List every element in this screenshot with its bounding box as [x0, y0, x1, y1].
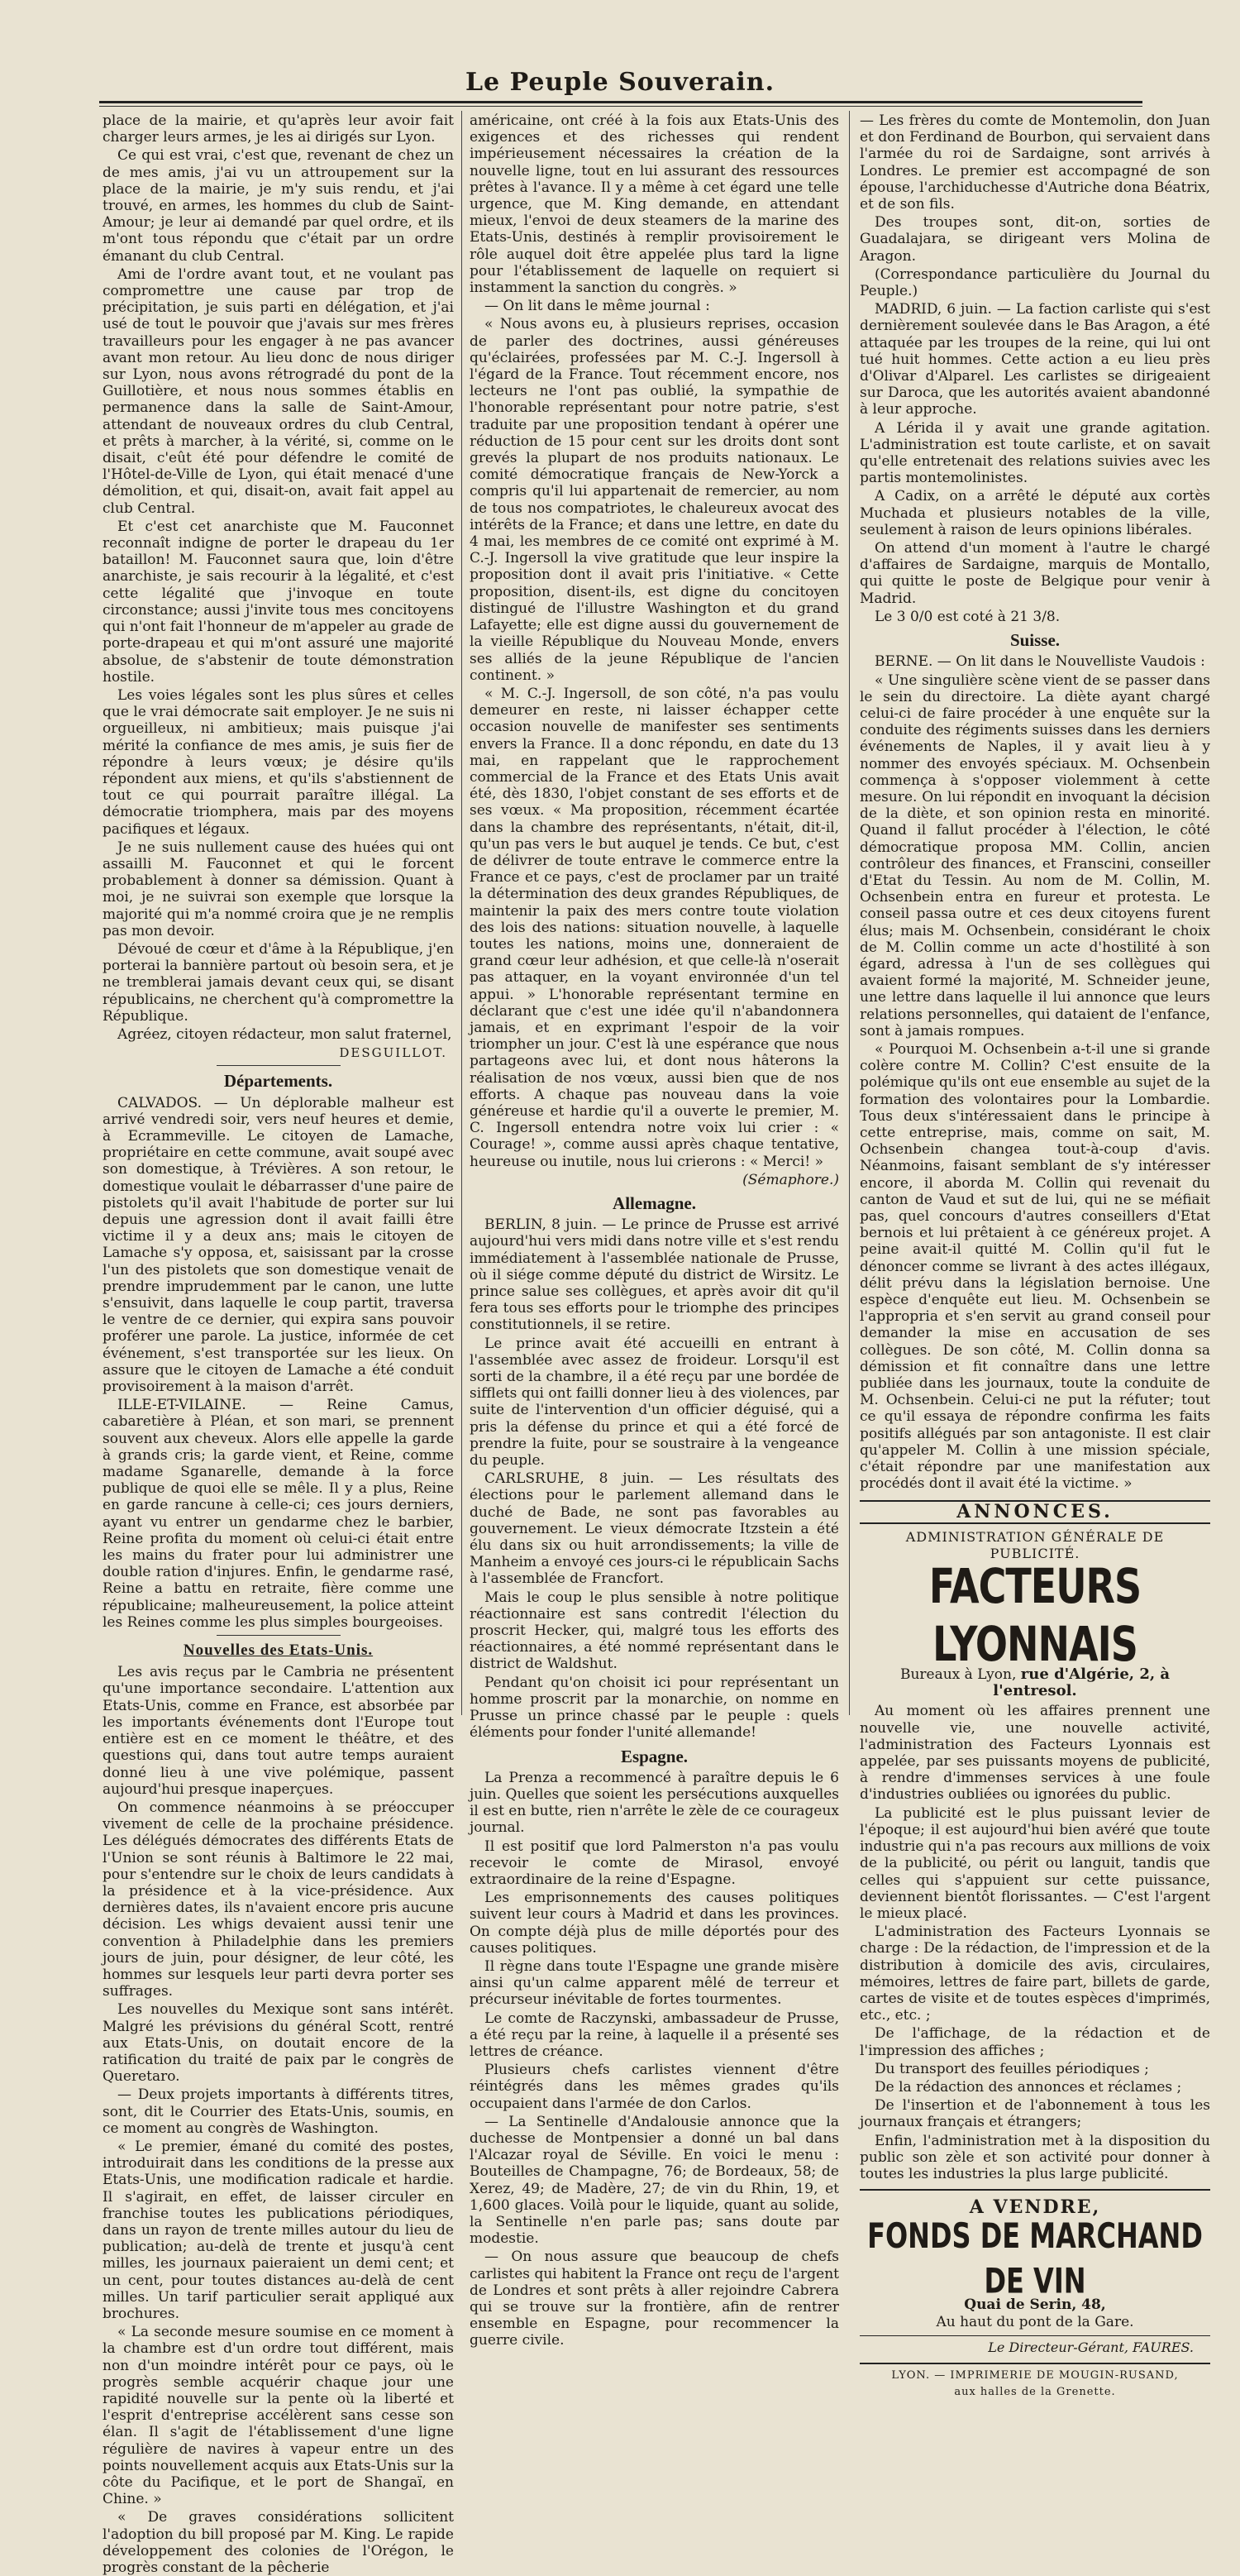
- ad-paragraph: Enfin, l'administration met à la disposition du public son zèle et son activité pour donner à toutes les industries la plus large publicité.: [860, 2132, 1210, 2182]
- printer-imprint-address: aux halles de la Grenette.: [954, 2386, 1116, 2399]
- ad-address-detail: Au haut du pont de la Gare.: [936, 2313, 1134, 2330]
- section-heading-allemagne: Allemagne.: [613, 1193, 696, 1213]
- article-paragraph: MADRID, 6 juin. — La faction carliste qui s'est dernièrement soulevée dans le Bas Aragon, a été attaquée par les troupes de la reine, qui lui ont tué huit hommes. Cette action a eu lieu près d'Olivar d'Alparel. Les carlistes se dirigeaient sur Daroca, que les autorités avaient abandonné à leur approche.: [860, 301, 1210, 418]
- section-divider: [217, 1065, 341, 1066]
- article-paragraph: Les avis reçus par le Cambria ne présentent qu'une importance secondaire. L'attention aux Etats-Unis, comme en France, est absorbée par les importants événements dont l'Europe tout entière est en ce moment le théâtre, et des questions qui, dans tout autre temps auraient donné lieu à une vive polémique, passent aujourd'hui presque inaperçues.: [103, 1664, 454, 1798]
- imprint-divider: [860, 2363, 1210, 2364]
- section-heading-suisse: Suisse.: [1009, 630, 1061, 651]
- article-paragraph: (Correspondance particulière du Journal du Peuple.): [860, 265, 1210, 300]
- section-heading-etats-unis: Nouvelles des Etats-Unis.: [183, 1642, 374, 1660]
- source-attribution: (Sémaphore.): [742, 1171, 839, 1188]
- ad-paragraph: Au moment où les affaires prennent une nouvelle vie, une nouvelle activité, l'administration des Facteurs Lyonnais est appelée, par ses puissants moyens de publicité, à rendre d'immenses services à une foule d'industries oubliées ou ignorées du public.: [860, 1703, 1210, 1804]
- header-rule-thin: [99, 106, 1142, 107]
- ad-sale-label: A VENDRE,: [969, 2196, 1101, 2219]
- printer-imprint: LYON. — IMPRIMERIE DE MOUGIN-RUSAND,: [891, 2368, 1179, 2382]
- column-divider-2: [849, 111, 850, 1715]
- sale-advertisement: [860, 2189, 1210, 2401]
- article-paragraph: — On nous assure que beaucoup de chefs carlistes qui habitent la France ont reçu de l'argent de Londres et sont prêts à aller rejoindre Cabrera qui se trouve sur la frontière, afin de rentrer ensemble en Espagne, pour recommencer la guerre civile.: [470, 2249, 839, 2349]
- article-paragraph: Plusieurs chefs carlistes viennent d'être réintégrés dans les mêmes grades qu'ils occupaient dans l'armée de don Carlos.: [470, 2062, 839, 2112]
- article-paragraph: A Cadix, on a arrêté le député aux cortès Muchada et plusieurs notables de la ville, seulement à raison de leurs opinions libérales.: [860, 488, 1210, 538]
- ad-publisher: ADMINISTRATION GÉNÉRALE DE PUBLICITÉ.: [905, 1528, 1165, 1561]
- article-paragraph: Et c'est cet anarchiste que M. Fauconnet reconnaît indigne de porter le drapeau du 1er bataillon! M. Fauconnet saura que, loin d'être anarchiste, je sais recourir à la légalité, et c'est cette légalité que j'invoque en toute circonstance; aussi j'invite tous mes concitoyens qui n'ont fait l'honneur de m'appeler au grade de porte-drapeau et qui m'ont assuré une majorité absolue, de s'abstenir de toute démonstration hostile.: [103, 518, 454, 686]
- article-paragraph: La Prenza a recommencé à paraître depuis le 6 juin. Quelles que soient les persécutions auxquelles il est en butte, rien n'arrête le zèle de ce courageux journal.: [470, 1769, 840, 1837]
- article-paragraph: Pendant qu'on choisit ici pour représentant un homme proscrit par la monarchie, on nomme en Prusse un prince chassé par le peuple : quels éléments pour fonder l'unité allemande!: [470, 1674, 839, 1742]
- section-divider: [217, 1635, 341, 1636]
- article-paragraph: « Nous avons eu, à plusieurs reprises, occasion de parler des doctrines, aussi généreuses qu'éclairées, professées par M. C.-J. Ingersoll à l'égard de la France. Tout récemment encore, nos lecteurs ne l'ont pas oublié, la sympathie de l'honorable représentant pour notre patrie, s'est traduite par une proposition tendant à opérer une réduction de 15 pour cent sur les droits dont sont grevés la plupart de nos produits nationaux. Le comité démocratique français de New-Yorck a compris qu'il lui appartenait de remercier, au nom de tous nos compatriotes, le chaleureux avocat des intérêts de la France; et dans une lettre, en date du 4 mai, les membres de ce comité ont exprimé à M. C.-J. Ingersoll la vive gratitude que leur inspire la proposition dont il avait pris l'initiative. « Cette proposition, disent-ils, est digne du concitoyen distingué de l'illustre Washington et du grand Lafayette; elle est digne aussi du gouvernement de la vieille République du Nouveau Monde, envers ses alliés de la jeune République de l'ancien continent. »: [470, 316, 839, 684]
- article-paragraph: Le 3 0/0 est coté à 21 3/8.: [875, 608, 1061, 625]
- article-paragraph: — La Sentinelle d'Andalousie annonce que la duchesse de Montpensier a donné un bal dans l'Alcazar royal de Séville. En voici le menu : Bouteilles de Champagne, 76; de Bordeaux, 58; de Xerez, 49; de Madère, 27; de vin du Rhin, 19, et 1,600 glaces. Voilà pour le liquide, quant au solide, la Sentinelle n'en parle pas; sans doute par modestie.: [470, 2113, 839, 2248]
- article-paragraph: CALVADOS. — Un déplorable malheur est arrivé vendredi soir, vers neuf heures et demie, à Ecrammeville. Le citoyen de Lamache, propriétaire en cette commune, avait soupé avec son domestique, à Trévières. A son retour, le domestique voulait le débarrasser d'une paire de pistolets qu'il avait l'habitude de porter sur lui depuis une agression dont il avait failli être victime il y a deux ans; mais le citoyen de Lamache s'y opposa, et, saisissant par la crosse l'un des pistolets que son domestique venait de prendre imprudemment par le canon, une lutte s'ensuivit, dans laquelle le coup partit, traversa le ventre de ce dernier, qui expira sans pouvoir proférer une parole. La justice, informée de cet événement, s'est transportée sur les lieux. On assure que le citoyen de Lamache a été conduit provisoirement à la maison d'arrêt.: [103, 1094, 454, 1396]
- ad-paragraph: De la rédaction des annonces et réclames ;: [875, 2078, 1182, 2096]
- article-paragraph: Les voies légales sont les plus sûres et celles que le vrai démocrate sait employer. Je ne suis ni orgueilleux, ni ambitieux; mais puisque j'ai mérité la confiance de mes amis, je suis fier de répondre à leurs vœux; je désire qu'ils répondent aux miens, et qu'ils s'abstiennent de tout ce qui pourrait paraître illégal. La démocratie triomphera, mais par des moyens pacifiques et légaux.: [103, 686, 454, 838]
- ad-paragraph: De l'affichage, de la rédaction et de l'impression des affiches ;: [860, 2025, 1210, 2059]
- ad-paragraph: De l'insertion et de l'abonnement à tous les journaux français et étrangers;: [860, 2097, 1210, 2131]
- article-paragraph: américaine, ont créé à la fois aux Etats-Unis des exigences et des richesses qui rendent impérieusement nécessaires la création de la nouvelle ligne, tout en lui assurant des ressources prêtes à l'avance. Il y a même à cet égard une telle urgence, que M. King demande, en attendant mieux, l'envoi de deux steamers de la marine des Etats-Unis, destinés à remplir provisoirement le rôle auquel doit être appelée plus tard la ligne pour l'établissement de laquelle on requiert si instamment la sanction du congrès. »: [470, 112, 839, 297]
- article-paragraph: Le prince avait été accueilli en entrant à l'assemblée avec assez de froideur. Lorsqu'il est sorti de la chambre, il a été reçu par une bordée de sifflets qui ont failli donner lieu à des violences, par suite de l'intervention d'un officier déguisé, qui a pris la défense du prince et qui a été forcé de prendre la fuite, pour se soustraire à la vengeance du peuple.: [470, 1335, 839, 1470]
- ad-paragraph: Du transport des feuilles périodiques ;: [875, 2060, 1149, 2077]
- ad-title-facteurs-lyonnais: FACTEURS LYONNAIS: [928, 1558, 1142, 1672]
- article-paragraph: « De graves considérations sollicitent l'adoption du bill proposé par M. King. Le rapide développement des colonies de l'Orégon, le progrès constant de la pêcherie: [103, 2509, 454, 2576]
- article-paragraph: Il règne dans toute l'Espagne une grande misère ainsi qu'un calme apparent mêlé de terreur et précurseur inévitable de fortes tourmentes.: [470, 1957, 839, 2009]
- article-paragraph: « Une singulière scène vient de se passer dans le sein du directoire. La diète ayant chargé celui-ci de faire procéder à une enquête sur la conduite des régiments suisses dans les derniers événements de Naples, il y avait lieu à y nommer des envoyés spéciaux. M. Ochsenbein commença à s'opposer violemment à cette mesure. On lui répondit en invoquant la décision de la diète, et son opinion resta en minorité. Quand il fallut procéder à l'élection, le côté démocratique proposa MM. Collin, ancien contrôleur des finances, et Franscini, conseiller d'Etat du Tessin. Au nom de M. Collin, M. Ochsenbein entra en fureur et protesta. Le conseil passa outre et ces deux citoyens furent élus; mais M. Ochsenbein, considérant le choix de M. Collin comme un acte d'hostilité à son égard, adressa à l'un de ses collègues qui avaient formé la majorité, M. Schneider jeune, une lettre dans laquelle il lui annonce que leurs relations personnelles, qui dataient de l'enfance, sont à jamais rompues.: [860, 671, 1210, 1039]
- column-1: [103, 112, 454, 2576]
- article-paragraph: Agréez, citoyen rédacteur, mon salut fraternel,: [117, 1025, 452, 1043]
- article-paragraph: On commence néanmoins à se préoccuper vivement de celle de la prochaine présidence. Les délégués démocrates des différents Etats de l'Union se sont réunis à Baltimore le 22 mai, pour s'entendre sur le choix de leurs candidats à la présidence et à la vice-présidence. Aux dernières dates, ils n'avaient encore pris aucune décision. Les whigs devaient aussi tenir une convention à Philadelphie dans les premiers jours de juin, pour désigner, de leur côté, les hommes sur lesquels leur parti devra porter ses suffrages.: [103, 1799, 454, 2000]
- advertisements: [860, 1500, 1210, 1699]
- ad-title-fonds-marchand-de-vin: FONDS DE MARCHAND DE VIN: [867, 2215, 1203, 2302]
- article-paragraph: CARLSRUHE, 8 juin. — Les résultats des élections pour le parlement allemand dans le duché de Bade, ne sont pas favorables au gouvernement. Le vieux démocrate Itzstein a été élu dans six ou huit arrondissements; la ville de Manheim a envoyé ces jours-ci le républicain Sachs à l'assemblée de Francfort.: [470, 1470, 839, 1588]
- column-divider-1: [461, 111, 462, 1715]
- newspaper-title: Le Peuple Souverain.: [465, 68, 775, 97]
- article-paragraph: « Le premier, émané du comité des postes, introduirait dans les conditions de la presse aux Etats-Unis, une modification radicale et hardie. Il s'agirait, en effet, de laisser circuler en franchise toutes les publications périodiques, dans un rayon de trente milles autour du lieu de publication; au-delà de trente et jusqu'à cent milles, les journaux paieraient un demi cent; et un cent, pour toutes distances au-delà de cent milles. Un tarif particulier serait appliqué aux brochures.: [103, 2138, 454, 2322]
- article-paragraph: « M. C.-J. Ingersoll, de son côté, n'a pas voulu demeurer en reste, ni laisser échapper cette occasion nouvelle de manifester ses sentiments envers la France. Il a donc répondu, en date du 13 mai, en rappelant que le rapprochement commercial de la France et des Etats Unis avait été, dès 1830, l'objet constant de ses efforts et de ses vœux. « Ma proposition, récemment écartée dans la chambre des représentants, n'était, dit-il, qu'un pas vers le but auquel je tends. Ce but, c'est de délivrer de toute entrave le commerce entre la France et ce pays, c'est de proclamer par un traité la détermination des deux grandes Républiques, de maintenir la paix des mers contre toute violation des lois des nations: situation nouvelle, à laquelle toutes les nations, moins une, donneraient de grand cœur leur adhésion, et que celle-là n'oserait pas attaquer, en la voyant environnée d'un tel appui. » L'honorable représentant termine en déclarant que c'est une idée qu'il n'abandonnera jamais, et en exprimant l'espoir de la voir triompher un jour. C'est là une espérance que nous partageons avec lui, et dont nous hâterons la réalisation de nos vœux, aussi bien que de nos efforts. A chaque pas nouveau dans la voie généreuse et hardie qu'il a ouverte le premier, M. C. Ingersoll entendra notre voix lui crier : « Courage! », comme aussi après chaque tentative, heureuse ou inutile, nous lui crierons : « Merci! »: [470, 685, 839, 1170]
- article-paragraph: Ce qui est vrai, c'est que, revenant de chez un de mes amis, j'ai vu un attroupement sur la place de la mairie, je m'y suis rendu, et j'ai trouvé, en armes, les hommes du club de Saint-Amour; je leur ai demandé par quel ordre, et ils m'ont tous répondu que c'était par un ordre émanant du club Central.: [103, 147, 454, 265]
- column-3: [860, 112, 1210, 2399]
- article-paragraph: ILLE-ET-VILAINE. — Reine Camus, cabaretière à Pléan, et son mari, se prennent souvent aux cheveux. Alors elle appelle la garde à grands cris; la garde vient, et Reine, comme madame Sganarelle, demande à la force publique de quoi elle se mêle. Il y a plus, Reine en garde rancune à celle-ci; ces jours derniers, ayant vu entrer un gendarme chez le barbier, Reine profita du moment où celui-ci était entre les mains du frater pour lui administrer une double ration d'injures. Enfin, le gendarme rasé, Reine a battu en retraite, fière comme une républicaine; malheureusement, la police atteint les Reines comme les plus simples bourgeoises.: [103, 1397, 454, 1631]
- ad-divider: [860, 2189, 1210, 2191]
- letter-signature: DESGUILLOT.: [339, 1045, 447, 1061]
- ad-paragraph: La publicité est le plus puissant levier de l'époque; il est aujourd'hui bien avéré que toute industrie qui n'a pas recours aux millions de voix de la publicité, ou périt ou languit, tandis que celles qui s'appuient sur cette puissance, deviennent bientôt florissantes. — C'est l'argent le mieux placé.: [860, 1804, 1210, 1922]
- article-paragraph: Dévoué de cœur et d'âme à la République, j'en porterai la bannière partout où besoin sera, et je ne tremblerai jamais devant ceux qui, se disant républicains, ne cherchent qu'à compromettre la République.: [103, 940, 454, 1025]
- article-paragraph: Des troupes sont, dit-on, sorties de Guadalajara, se dirigeant vers Molina de Aragon.: [860, 214, 1210, 265]
- article-paragraph: Je ne suis nullement cause des huées qui ont assailli M. Fauconnet et qui le forcent probablement à donner sa démission. Quant à moi, je ne suivrai son exemple que lorsque la majorité qui m'a nommé croira que je ne remplis pas mon devoir.: [103, 839, 454, 939]
- article-paragraph: — Les frères du comte de Montemolin, don Juan et don Ferdinand de Bourbon, qui servaient dans l'armée du roi de Sardaigne, sont arrivés à Londres. Le premier est accompagné de son épouse, l'archiduchesse d'Autriche dona Béatrix, et de son fils.: [860, 112, 1210, 213]
- article-paragraph: « Pourquoi M. Ochsenbein a-t-il une si grande colère contre M. Collin? C'est ensuite de la polémique qu'ils ont eue ensemble au sujet de la formation des volontaires pour la Lombardie. Tous deux s'intéressaient dans le principe à cette entreprise, mais, comme on sait, M. Ochsenbein changea tout-à-coup d'avis. Néanmoins, faisant semblant de s'y intéresser encore, il aborda M. Collin qui revenait du canton de Vaud et sut de lui, qui ne se méfiait pas, quel concours d'autres conseillers d'Etat bernois et lui prêtaient à ce généreux projet. A peine avait-il quitté M. Collin qu'il fut le dénoncer comme se livrant à des actes illégaux, délit prévu dans la législation bernoise. Une espèce d'enquête eut lieu. M. Ochsenbein se l'appropria et s'en servit au grand conseil pour demander la mise en accusation de ses collègues. De son côté, M. Collin donna sa démission et fit connaître dans une lettre publiée dans les journaux, toute la conduite de M. Ochsenbein. Celui-ci ne put la réfuter; tout ce qu'il essaya de répondre confirma les faits positifs allégués par son antagoniste. Il est clair qu'appeler M. Collin à une mission spéciale, c'était répondre par une manifestation aux procédés dont il avait été la victime. »: [860, 1040, 1210, 1493]
- article-paragraph: BERNE. — On lit dans le Nouvelliste Vaudois :: [875, 653, 1205, 671]
- ads-heading: ANNONCES.: [860, 1500, 1210, 1523]
- article-paragraph: Ami de l'ordre avant tout, et ne voulant pas compromettre une cause par trop de précipitation, je suis parti en délégation, et j'ai usé de tout le pouvoir que j'avais sur mes frères travailleurs pour les engager à ne pas avancer avant mon retour. Au lieu donc de nous diriger sur Lyon, nous avons rétrogradé du pont de la Guillotière, et nous nous sommes établis en permanence dans la salle de Saint-Amour, attendant de nouveaux ordres du club Central, et prêts à marcher, à la vérité, si, comme on le disait, c'eût été pour défendre le comité de l'Hôtel-de-Ville de Lyon, qui était menacé d'une démolition, et qui, disait-on, avait fait appel au club Central.: [103, 265, 454, 517]
- ad-address: Quai de Serin, 48,: [964, 2296, 1106, 2314]
- article-paragraph: A Lérida il y avait une grande agitation. L'administration est toute carliste, et on savait qu'elle entretenait des relations suivies avec les partis montemolinistes.: [860, 419, 1210, 487]
- ad-divider: [860, 2335, 1210, 2336]
- header-rule: [99, 101, 1142, 103]
- director-manager: Le Directeur-Gérant, FAURES.: [988, 2339, 1194, 2355]
- ad-address: Bureaux à Lyon, rue d'Algérie, 2, à l'entresol.: [899, 1666, 1171, 1700]
- ad-paragraph: L'administration des Facteurs Lyonnais se charge : De la rédaction, de l'impression et de la distribution à domicile des avis, circulaires, mémoires, lettres de faire part, billets de garde, cartes de visite et de toutes espèces d'imprimés, etc., etc. ;: [860, 1924, 1210, 2024]
- article-paragraph: BERLIN, 8 juin. — Le prince de Prusse est arrivé aujourd'hui vers midi dans notre ville et s'est rendu immédiatement à l'assemblée nationale de Prusse, où il siége comme député du district de Wirsitz. Le prince salue ses collègues, et après avoir dit qu'il fera tous ses efforts pour le triomphe des principes constitutionnels, il se retire.: [470, 1216, 839, 1334]
- section-heading-departements: Départements.: [223, 1071, 333, 1092]
- article-paragraph: — Deux projets importants à différents titres, sont, dit le Courrier des Etats-Unis, soumis, en ce moment au congrès de Washington.: [103, 2086, 454, 2137]
- article-paragraph: Les emprisonnements des causes politiques suivent leur cours à Madrid et dans les provinces. On compte déjà plus de mille déportés pour des causes politiques.: [470, 1890, 839, 1957]
- article-paragraph: Le comte de Raczynski, ambassadeur de Prusse, a été reçu par la reine, à laquelle il a présenté ses lettres de créance.: [470, 2010, 839, 2060]
- column-2: [470, 112, 840, 2349]
- article-paragraph: « La seconde mesure soumise en ce moment à la chambre est d'un ordre tout différent, mais non d'un moindre intérêt pour ce pays, où le progrès semble acquérir chaque jour une rapidité nouvelle sur la pente où la liberté et l'esprit d'entreprise accélèrent sans cesse son élan. Il s'agit de l'établissement d'une ligne régulière de navires à vapeur entre un des points nouvellement acquis aux Etats-Unis sur la côte du Pacifique, et le port de Shangaï, en Chine. »: [103, 2324, 454, 2508]
- article-paragraph: Les nouvelles du Mexique sont sans intérêt. Malgré les prévisions du général Scott, rentré aux Etats-Unis, on doutait encore de la ratification du traité de paix par le congrès de Queretaro.: [103, 2001, 454, 2086]
- section-heading-espagne: Espagne.: [620, 1746, 689, 1766]
- article-paragraph: Il est positif que lord Palmerston n'a pas voulu recevoir le comte de Mirasol, envoyé extraordinaire de la reine d'Espagne.: [470, 1838, 839, 1888]
- article-paragraph: Mais le coup le plus sensible à notre politique réactionnaire est sans contredit l'élection du proscrit Hecker, qui, malgré tous les efforts des réactionnaires, a été nommé représentant dans le district de Waldshut.: [470, 1589, 839, 1673]
- article-paragraph: — On lit dans le même journal :: [484, 298, 710, 315]
- article-paragraph: On attend d'un moment à l'autre le chargé d'affaires de Sardaigne, marquis de Montallo, qui quitte le poste de Belgique pour venir à Madrid.: [860, 540, 1210, 607]
- article-paragraph: place de la mairie, et qu'après leur avoir fait charger leurs armes, je les ai dirigés sur Lyon.: [103, 112, 454, 146]
